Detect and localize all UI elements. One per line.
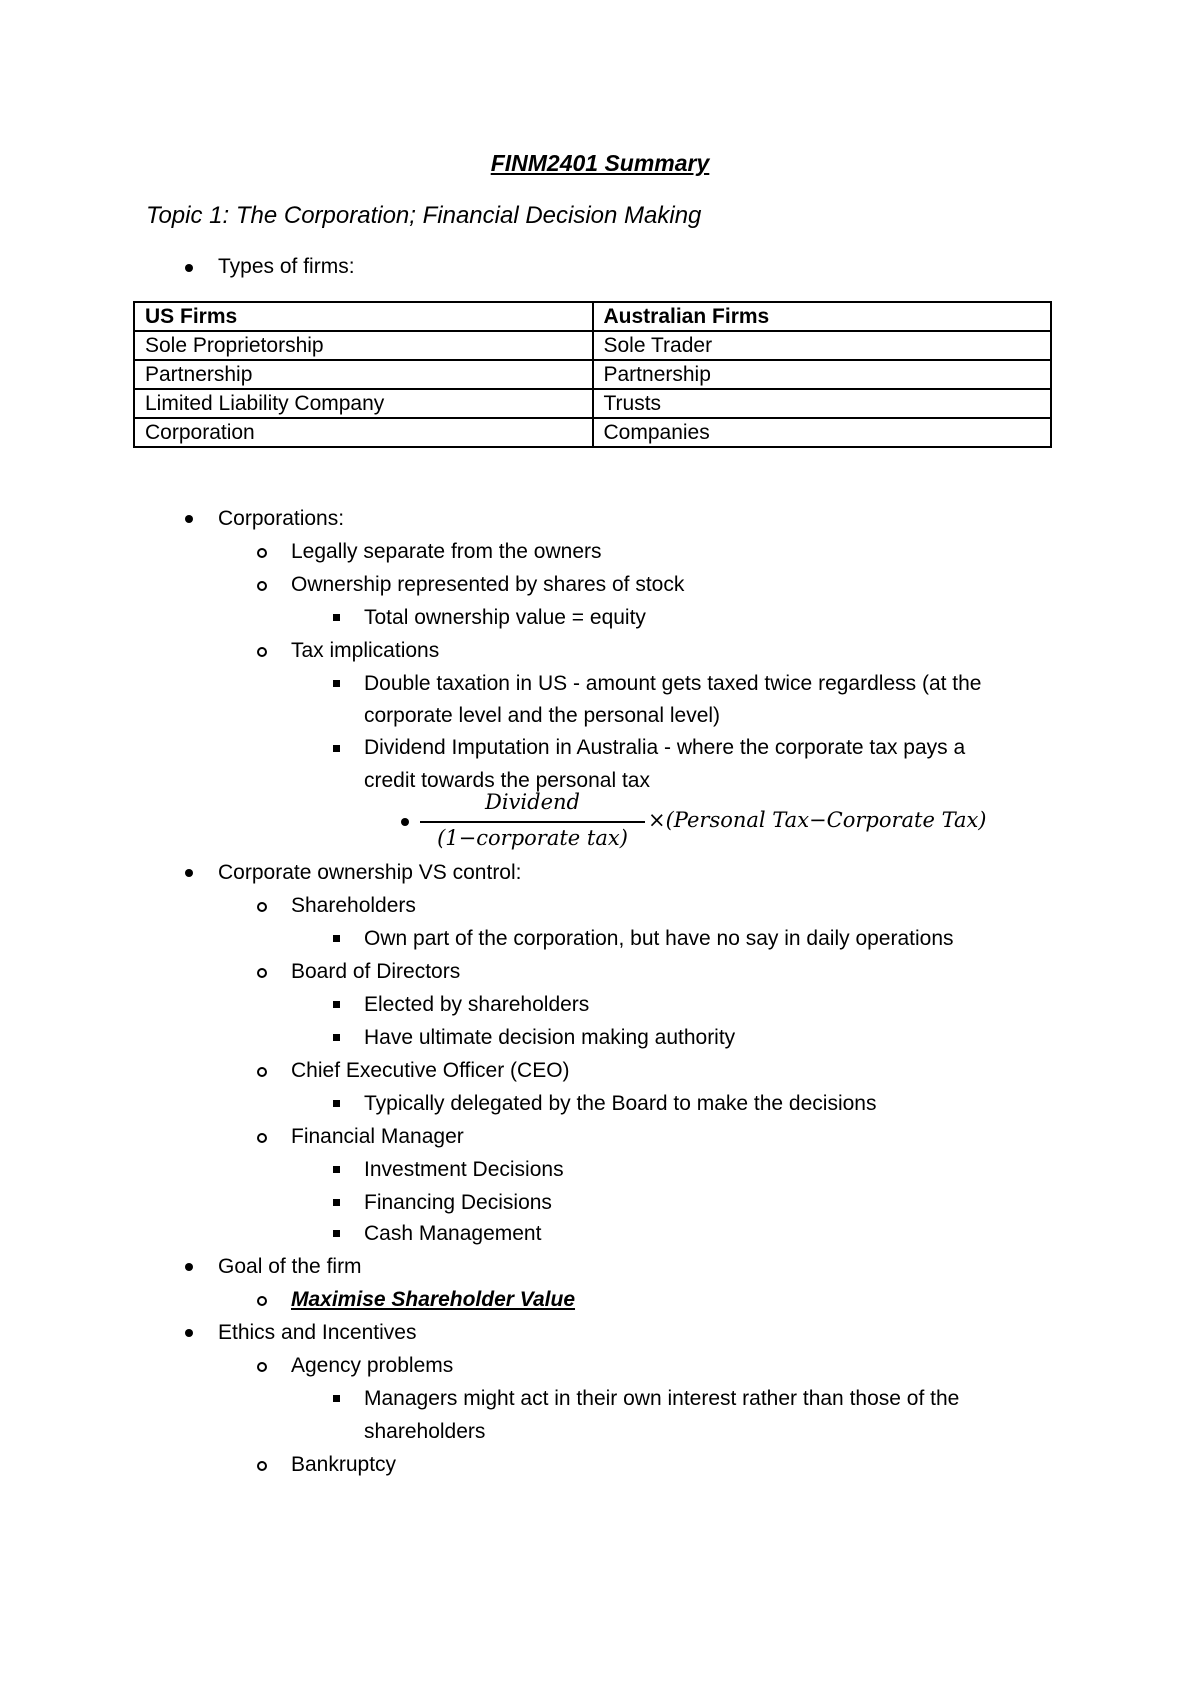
fraction-bar xyxy=(420,821,645,823)
table-cell: Trusts xyxy=(593,389,1052,418)
circle-bullet-icon xyxy=(257,548,267,558)
table-cell: Companies xyxy=(593,418,1052,447)
list-item: Cash Management xyxy=(364,1222,542,1245)
square-bullet-icon xyxy=(333,680,340,687)
list-item: Ownership represented by shares of stock xyxy=(291,573,685,596)
square-bullet-icon xyxy=(333,1199,340,1206)
table-cell: Limited Liability Company xyxy=(134,389,593,418)
list-item: Board of Directors xyxy=(291,960,461,983)
list-item: Double taxation in US - amount gets taxed twice regardless (at the xyxy=(364,672,982,695)
list-item: Financing Decisions xyxy=(364,1191,552,1214)
circle-bullet-icon xyxy=(257,1362,267,1372)
list-item: Legally separate from the owners xyxy=(291,540,602,563)
square-bullet-icon xyxy=(333,1034,340,1041)
circle-bullet-icon xyxy=(257,1133,267,1143)
square-bullet-icon xyxy=(333,935,340,942)
bullet-icon xyxy=(185,869,193,877)
table-cell: Sole Proprietorship xyxy=(134,331,593,360)
table-cell: Sole Trader xyxy=(593,331,1052,360)
list-item: Typically delegated by the Board to make the decisions xyxy=(364,1092,877,1115)
firms-table xyxy=(133,301,1052,448)
bullet-icon xyxy=(185,515,193,523)
goal-heading: Goal of the firm xyxy=(218,1255,362,1278)
table-row xyxy=(134,331,1051,360)
list-item: Shareholders xyxy=(291,894,416,917)
circle-bullet-icon xyxy=(257,581,267,591)
circle-bullet-icon xyxy=(257,902,267,912)
formula-denominator: (1−corporate tax) xyxy=(437,826,628,850)
square-bullet-icon xyxy=(333,614,340,621)
circle-bullet-icon xyxy=(257,647,267,657)
table-row xyxy=(134,418,1051,447)
corporations-heading: Corporations: xyxy=(218,507,345,530)
list-item-continuation: shareholders xyxy=(364,1420,486,1443)
types-of-firms-label: Types of firms: xyxy=(218,255,355,278)
list-item: Chief Executive Officer (CEO) xyxy=(291,1059,570,1082)
list-item: Tax implications xyxy=(291,639,440,662)
topic-heading: Topic 1: The Corporation; Financial Decision Making xyxy=(146,202,702,229)
circle-bullet-icon xyxy=(257,1296,267,1306)
bullet-icon xyxy=(185,1329,193,1337)
square-bullet-icon xyxy=(333,1166,340,1173)
ownership-control-heading: Corporate ownership VS control: xyxy=(218,861,522,884)
table-header-row xyxy=(134,302,1051,331)
document-title: FINM2401 Summary xyxy=(490,150,710,176)
bullet-icon xyxy=(401,818,409,826)
list-item: Own part of the corporation, but have no say in daily operations xyxy=(364,927,954,950)
square-bullet-icon xyxy=(333,1395,340,1402)
goal-value: Maximise Shareholder Value xyxy=(291,1288,576,1311)
list-item-continuation: credit towards the personal tax xyxy=(364,769,650,792)
square-bullet-icon xyxy=(333,1100,340,1107)
table-cell: Corporation xyxy=(134,418,593,447)
square-bullet-icon xyxy=(333,1001,340,1008)
circle-bullet-icon xyxy=(257,1461,267,1471)
list-item: Elected by shareholders xyxy=(364,993,590,1016)
table-header-cell: US Firms xyxy=(134,302,593,331)
list-item-continuation: corporate level and the personal level) xyxy=(364,704,721,727)
list-item: Bankruptcy xyxy=(291,1453,397,1476)
table-cell: Partnership xyxy=(593,360,1052,389)
circle-bullet-icon xyxy=(257,1067,267,1077)
formula-numerator: Dividend xyxy=(485,790,580,814)
list-item: Managers might act in their own interest rather than those of the xyxy=(364,1387,960,1410)
table-row xyxy=(134,389,1051,418)
bullet-icon xyxy=(185,1263,193,1271)
list-item: Financial Manager xyxy=(291,1125,464,1148)
ethics-heading: Ethics and Incentives xyxy=(218,1321,417,1344)
formula-multiplier: ×(Personal Tax−Corporate Tax) xyxy=(648,808,987,832)
table-row xyxy=(134,360,1051,389)
square-bullet-icon xyxy=(333,745,340,752)
list-item: Have ultimate decision making authority xyxy=(364,1026,736,1049)
list-item: Investment Decisions xyxy=(364,1158,564,1181)
list-item: Total ownership value = equity xyxy=(364,606,646,629)
square-bullet-icon xyxy=(333,1230,340,1237)
bullet-icon xyxy=(185,264,193,272)
list-item: Agency problems xyxy=(291,1354,454,1377)
table-header-cell: Australian Firms xyxy=(593,302,1052,331)
circle-bullet-icon xyxy=(257,968,267,978)
list-item: Dividend Imputation in Australia - where the corporate tax pays a xyxy=(364,736,966,759)
table-cell: Partnership xyxy=(134,360,593,389)
